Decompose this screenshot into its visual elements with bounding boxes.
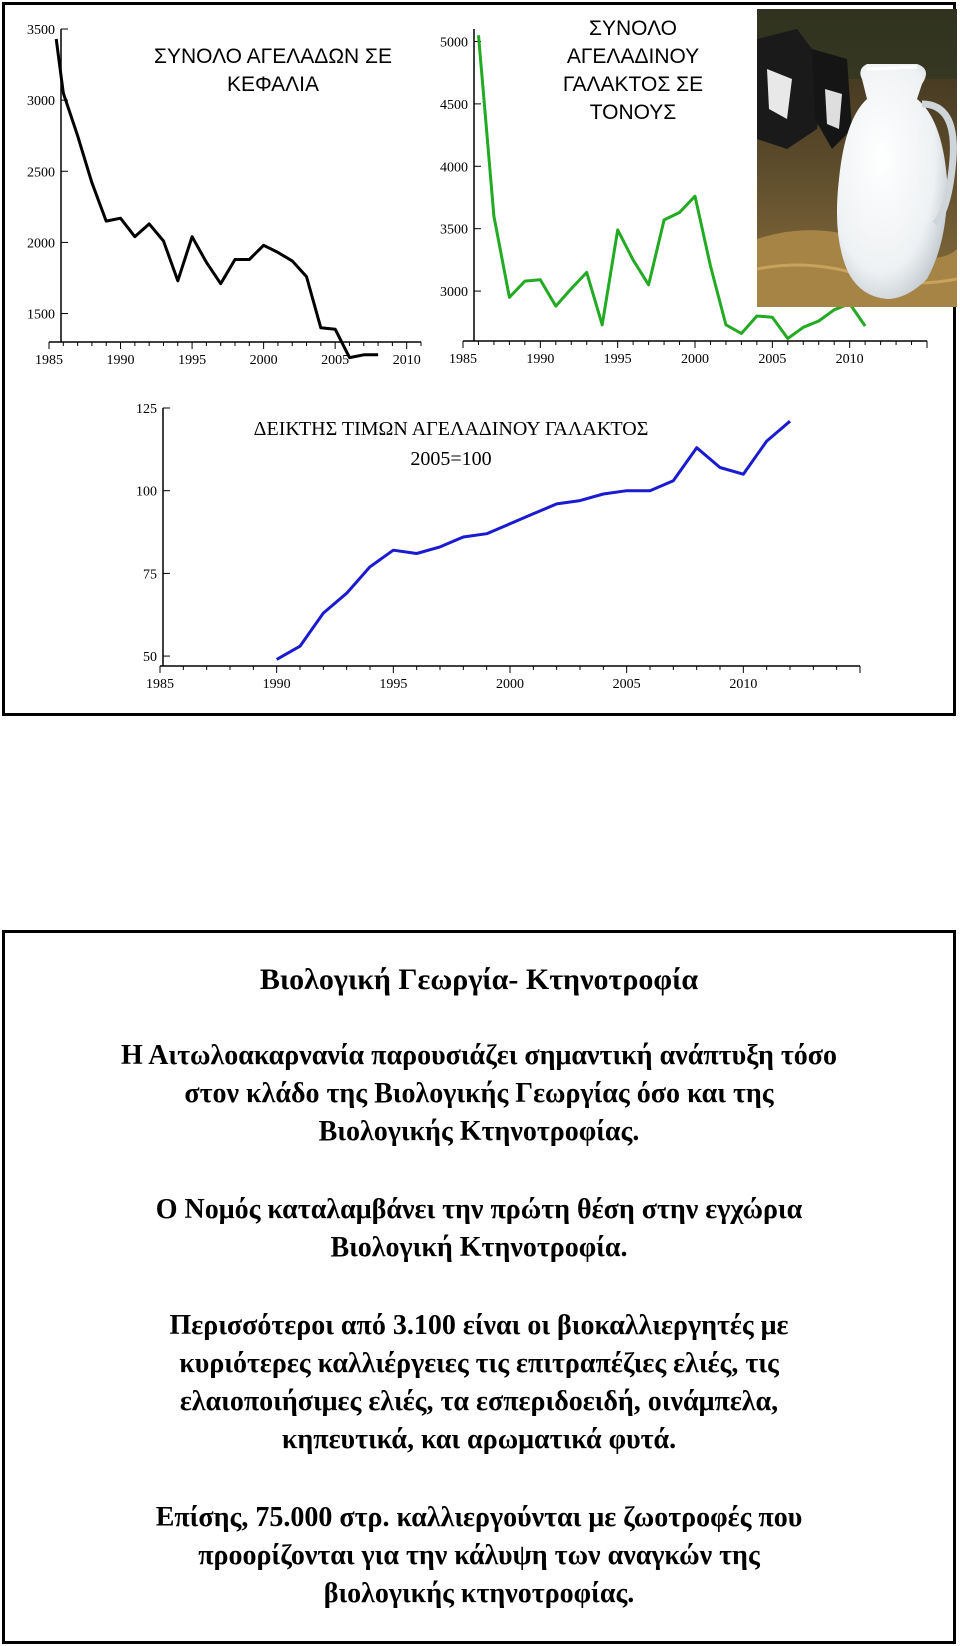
- y-tick-label: 3000: [27, 94, 55, 110]
- y-tick-label: 75: [143, 567, 157, 583]
- y-tick-label: 5000: [440, 35, 468, 51]
- chart-title: ΚΕΦΑΛΙΑ: [226, 73, 320, 96]
- x-tick-label: 2000: [681, 352, 709, 367]
- y-tick-label: 2000: [27, 236, 55, 252]
- y-tick-label: 3000: [440, 285, 468, 301]
- chart-title: ΑΓΕΛΑΔΙΝΟΥ: [566, 45, 700, 68]
- y-tick-label: 50: [143, 650, 157, 666]
- x-tick-label: 1995: [603, 352, 632, 367]
- x-tick-label: 2010: [729, 677, 758, 692]
- chart-title: ΔΕΙΚΤΗΣ ΤΙΜΩΝ ΑΓΕΛΑΔΙΝΟΥ ΓΑΛΑΚΤΟΣ: [253, 418, 649, 440]
- x-tick-label: 1985: [449, 352, 477, 367]
- y-tick-label: 4500: [440, 97, 468, 113]
- y-tick-label: 100: [136, 484, 157, 500]
- section-heading: Βιολογική Γεωργία- Κτηνοτροφία: [259, 963, 699, 996]
- paragraph-ranking: [5, 1191, 953, 1267]
- chart-title: ΓΑΛΑΚΤΟΣ ΣΕ: [562, 73, 704, 96]
- x-tick-label: 2005: [758, 352, 787, 367]
- paragraph-farmers: [5, 1307, 953, 1459]
- chart-title: ΣΥΝΟΛΟ: [588, 17, 678, 40]
- paragraph-line: βιολογικής κτηνοτροφίας.: [323, 1578, 635, 1609]
- chart-title: ΤΟΝΟΥΣ: [589, 101, 677, 124]
- x-tick-label: 1990: [106, 353, 135, 368]
- paragraph-line: Ο Νομός καταλαμβάνει την πρώτη θέση στην εγχώρια: [155, 1194, 803, 1225]
- text-panel: [2, 930, 956, 1644]
- chart-subtitle: 2005=100: [410, 448, 492, 470]
- x-tick-label: 1990: [262, 677, 291, 692]
- x-tick-label: 2000: [249, 353, 278, 368]
- charts-panel: [2, 2, 956, 716]
- paragraph-development: [5, 1037, 953, 1151]
- paragraph-line: κηπευτικά, και αρωματικά φυτά.: [281, 1424, 677, 1455]
- series-line: [56, 39, 378, 358]
- milk-jug-photo: [757, 9, 957, 307]
- x-tick-label: 1990: [526, 352, 555, 367]
- paragraph-line: Η Αιτωλοακαρνανία παρουσιάζει σημαντική ανάπτυξη τόσο: [120, 1040, 838, 1071]
- paragraph-line: Βιολογική Κτηνοτροφία.: [330, 1232, 628, 1263]
- x-tick-label: 2005: [321, 353, 350, 368]
- x-tick-label: 1985: [35, 353, 63, 368]
- x-tick-label: 2010: [392, 353, 421, 368]
- x-tick-label: 1995: [379, 677, 408, 692]
- paragraph-line: προορίζονται για την κάλυψη των αναγκών της: [198, 1540, 760, 1571]
- paragraph-line: ελαιοποιήσιμες ελιές, τα εσπεριδοειδή, οινάμπελα,: [179, 1386, 779, 1417]
- y-tick-label: 3500: [27, 23, 55, 38]
- y-tick-label: 125: [136, 402, 157, 417]
- x-tick-label: 2000: [496, 677, 524, 692]
- series-line: [277, 421, 790, 659]
- paragraph-line: κυριότερες καλλιέργειες τις επιτραπέζιες ελιές, τις: [179, 1348, 779, 1379]
- paragraph-line: στον κλάδο της Βιολογικής Γεωργίας όσο και της: [184, 1078, 774, 1109]
- y-tick-label: 3500: [440, 222, 468, 238]
- y-tick-label: 1500: [27, 307, 55, 323]
- paragraph-line: Περισσότεροι από 3.100 είναι οι βιοκαλλιεργητές με: [169, 1310, 789, 1341]
- paragraph-line: Βιολογικής Κτηνοτροφίας.: [318, 1116, 640, 1147]
- paragraph-line: Επίσης, 75.000 στρ. καλλιεργούνται με ζωοτροφές που: [155, 1502, 803, 1533]
- x-tick-label: 1985: [146, 677, 174, 692]
- x-tick-label: 2005: [612, 677, 641, 692]
- y-tick-label: 4000: [440, 160, 468, 176]
- x-tick-label: 2010: [835, 352, 864, 367]
- paragraph-feed: [5, 1499, 953, 1613]
- y-tick-label: 2500: [27, 165, 55, 181]
- chart-title: ΣΥΝΟΛΟ ΑΓΕΛΑΔΩΝ ΣΕ: [153, 45, 393, 68]
- x-tick-label: 1995: [178, 353, 207, 368]
